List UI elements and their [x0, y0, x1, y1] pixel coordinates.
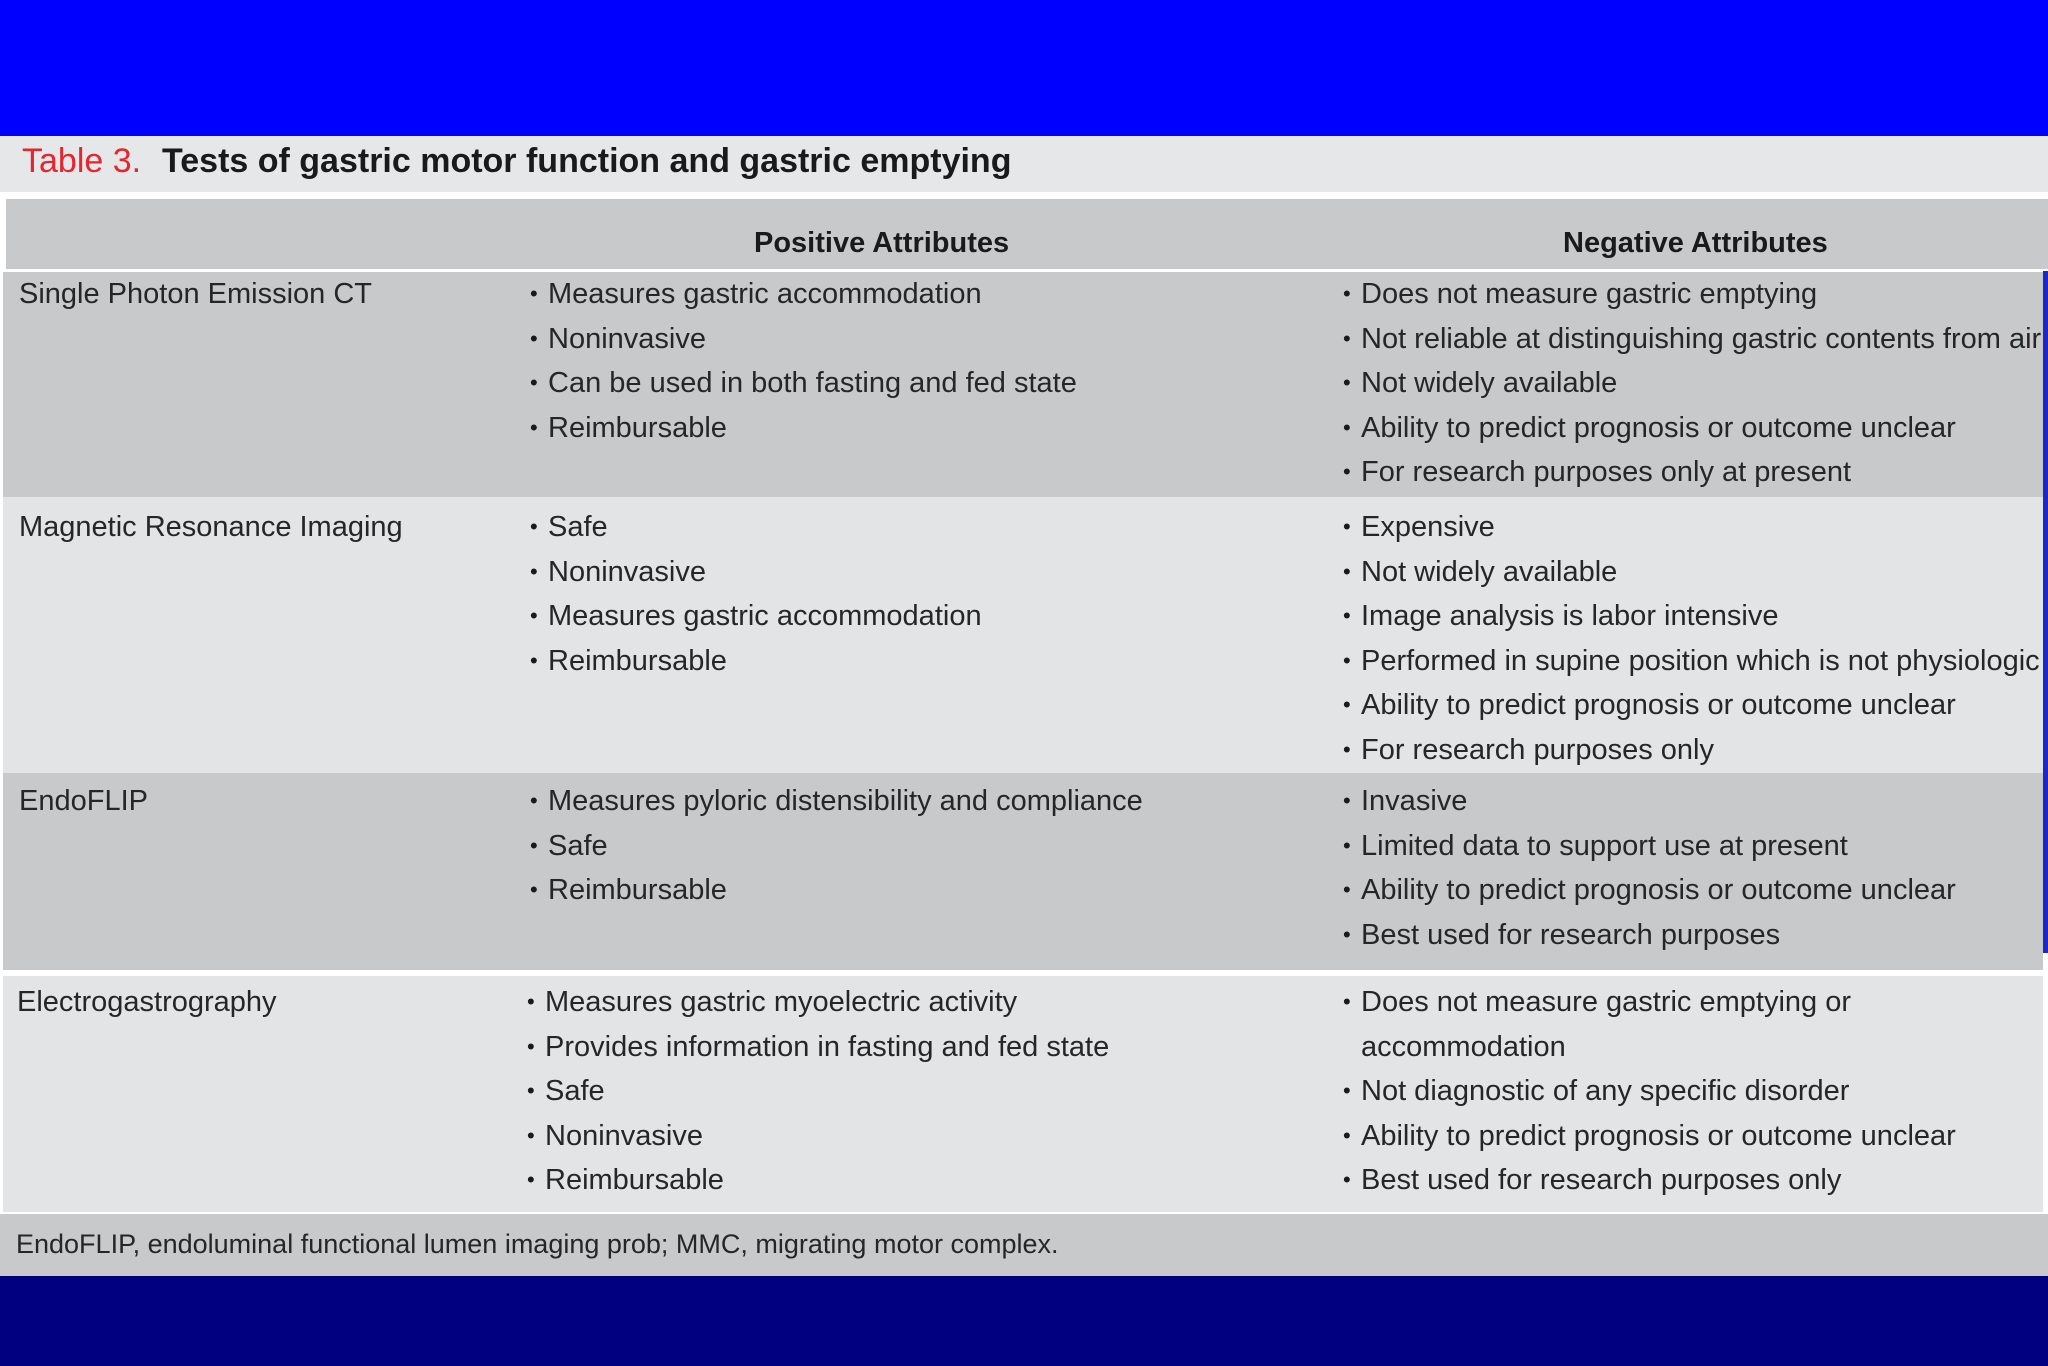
- right-edge-line: [2043, 271, 2048, 953]
- row-name: Single Photon Emission CT: [19, 278, 372, 310]
- list-item: • Reimbursable: [530, 874, 727, 906]
- list-item: • Ability to predict prognosis or outcome unclear: [1343, 874, 1956, 906]
- footnote-text: EndoFLIP, endoluminal functional lumen imaging prob; MMC, migrating motor complex.: [16, 1229, 1059, 1259]
- list-item: • Measures pyloric distensibility and compliance: [530, 785, 1143, 817]
- list-item: • Noninvasive: [530, 555, 706, 588]
- list-item: • Measures gastric myoelectric activity: [527, 986, 1018, 1018]
- negative-list: [1341, 272, 2041, 495]
- list-item: • Can be used in both fasting and fed state: [530, 367, 1077, 399]
- negative-list: [1341, 505, 2040, 772]
- list-item: • Safe: [527, 1075, 605, 1107]
- positive-list: [528, 505, 982, 683]
- list-item: • Invasive: [1343, 785, 1468, 817]
- table-row-electrogastrography: [3, 976, 2043, 1212]
- list-item: • For research purposes only at present: [1343, 456, 1852, 488]
- list-item: • Not diagnostic of any specific disorder: [1343, 1075, 1850, 1107]
- row-name: Magnetic Resonance Imaging: [19, 511, 403, 543]
- list-item: • Reimbursable: [530, 411, 727, 444]
- negative-list: [1341, 980, 1956, 1203]
- list-item: • Noninvasive: [530, 322, 706, 355]
- list-item: • Noninvasive: [527, 1119, 703, 1152]
- list-item: • Ability to predict prognosis or outcome unclear: [1343, 411, 1956, 444]
- list-item: • Image analysis is labor intensive: [1343, 600, 1779, 632]
- table-header-row: [6, 199, 2048, 269]
- table-row-mri: [3, 497, 2043, 773]
- negative-list: [1341, 779, 1956, 957]
- list-item: • Reimbursable: [527, 1164, 724, 1196]
- row-name: Electrogastrography: [17, 986, 277, 1018]
- positive-list: [528, 272, 1077, 450]
- list-item: • Performed in supine position which is not physiologic: [1343, 644, 2040, 677]
- list-item: • For research purposes only: [1343, 733, 1714, 766]
- top-blue-band: [0, 0, 2048, 136]
- list-item: • Best used for research purposes only: [1343, 1164, 1842, 1196]
- table-footnote: [0, 1214, 2048, 1276]
- table-title: Tests of gastric motor function and gastric emptying: [162, 142, 1012, 180]
- list-item: • Does not measure gastric emptying or: [1343, 986, 1851, 1018]
- list-item: • Best used for research purposes: [1343, 918, 1781, 951]
- table-number: Table 3.: [22, 142, 142, 180]
- list-item: • Reimbursable: [530, 644, 727, 677]
- table-row-endoflip: [3, 773, 2043, 970]
- list-item: • Limited data to support use at present: [1343, 829, 1848, 862]
- list-item-continuation: accommodation: [1361, 1030, 1566, 1063]
- list-item: • Not reliable at distinguishing gastric contents from air: [1343, 322, 2042, 355]
- list-item: • Measures gastric accommodation: [530, 600, 982, 632]
- list-item: • Not widely available: [1343, 555, 1618, 588]
- list-item: • Expensive: [1343, 511, 1495, 543]
- list-item: • Does not measure gastric emptying: [1343, 278, 1818, 310]
- row-name: EndoFLIP: [19, 785, 148, 817]
- list-item: • Not widely available: [1343, 367, 1618, 399]
- list-item: • Ability to predict prognosis or outcome unclear: [1343, 689, 1956, 721]
- positive-list: [525, 980, 1109, 1203]
- list-item: • Safe: [530, 511, 608, 543]
- table-row-spect: [3, 272, 2043, 497]
- list-item: • Measures gastric accommodation: [530, 278, 982, 310]
- table: [0, 199, 2048, 1276]
- positive-list: [528, 779, 1143, 913]
- table-caption: [0, 136, 2048, 192]
- header-negative: Negative Attributes: [1563, 227, 1828, 259]
- bottom-navy-band: [0, 1276, 2048, 1366]
- list-item: • Safe: [530, 829, 608, 862]
- caption-divider: [0, 192, 2048, 199]
- list-item: • Provides information in fasting and fed state: [527, 1030, 1110, 1063]
- list-item: • Ability to predict prognosis or outcome unclear: [1343, 1119, 1956, 1152]
- header-positive: Positive Attributes: [754, 227, 1010, 259]
